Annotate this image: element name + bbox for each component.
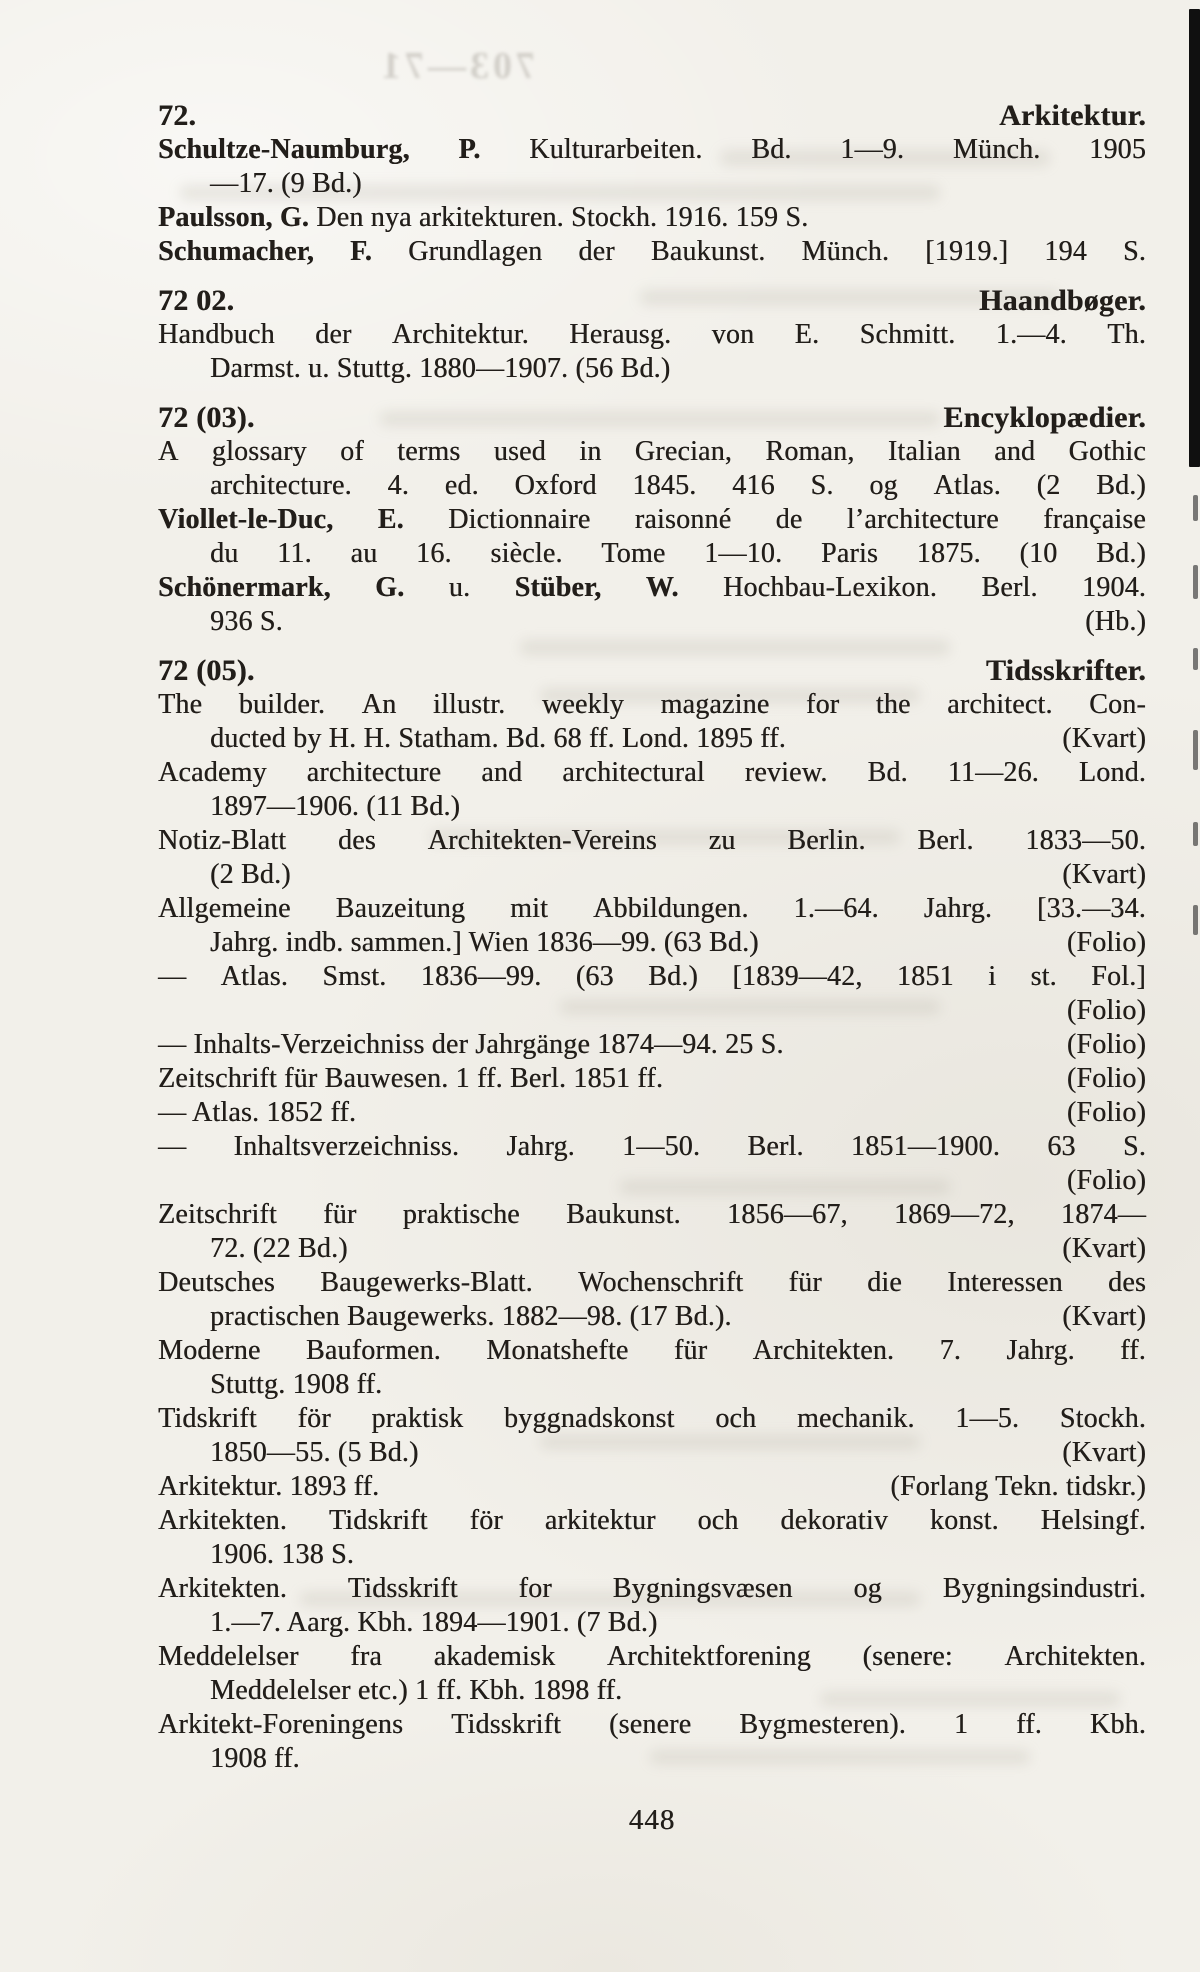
entry-line: Moderne Bauformen. Monatshefte für Architekten. 7. Jahrg. ff. [158,1335,1146,1366]
entry-text: Stuttg. 1908 ff. [210,1369,383,1400]
entry-line: du 11. au 16. siècle. Tome 1—10. Paris 1875. (10 Bd.) [210,538,1146,569]
entry-text: practischen Baugewerks. 1882—98. (17 Bd.). [210,1301,732,1332]
entry-line [158,722,1146,756]
entry-line [158,1062,1146,1096]
entry-text: 1908 ff. [210,1743,300,1774]
entry-line: — Atlas. Smst. 1836—99. (63 Bd.) [1839—42, 1851 i st. Fol.] [158,961,1146,992]
section-code: 72 (03). [158,401,255,434]
entry-line: Schönermark, G. u. Stüber, W. Hochbau-Lexikon. Berl. 1904. [158,572,1146,603]
format-label: (Hb.) [1085,606,1146,637]
entry-line [158,1028,1146,1062]
section-code: 72 02. [158,284,235,317]
format-label: (Forlang Tekn. tidskr.) [890,1471,1146,1502]
entry-line: Viollet-le-Duc, E. Dictionnaire raisonné de l’architecture française [158,504,1146,535]
entry-text: 1897—1906. (11 Bd.) [210,791,461,822]
entry-line: Handbuch der Architektur. Herausg. von E. Schmitt. 1.—4. Th. [158,319,1146,350]
section-title: Tidsskrifter. [985,654,1146,687]
entry-text: 72. (22 Bd.) [210,1233,348,1264]
entry-line [158,201,1146,235]
entry-line: architecture. 4. ed. Oxford 1845. 416 S. og Atlas. (2 Bd.) [210,470,1146,501]
section-heading [158,99,1146,133]
entry-text: Meddelelser etc.) 1 ff. Kbh. 1898 ff. [210,1675,623,1706]
section-heading [158,654,1146,688]
entry-line [158,1164,1146,1198]
format-label: (Folio) [1066,1165,1146,1196]
section-code: 72. [158,99,197,132]
entry-text: Darmst. u. Stuttg. 1880—1907. (56 Bd.) [210,353,671,384]
scan-edge-mark [1193,565,1198,599]
entry-text: 936 S. [210,606,283,637]
entry-line: Deutsches Baugewerks-Blatt. Wochenschrift für die Interessen des [158,1267,1146,1298]
format-label: (Folio) [1066,1097,1146,1128]
entry-line: Allgemeine Bauzeitung mit Abbildungen. 1.—64. Jahrg. [33.—34. [158,893,1146,924]
entry-line: Schumacher, F. Grundlagen der Baukunst. Münch. [1919.] 194 S. [158,236,1146,267]
entry-line: Tidskrift för praktisk byggnadskonst och mechanik. 1—5. Stockh. [158,1403,1146,1434]
entry-line [158,1742,1146,1776]
section-title: Encyklopædier. [943,401,1146,434]
format-label: (Kvart) [1062,1437,1146,1468]
bleed-through-text: 703—71 [378,45,535,87]
format-label: (Kvart) [1062,723,1146,754]
entry-line: Zeitschrift für praktische Baukunst. 1856—67, 1869—72, 1874— [158,1199,1146,1230]
format-label: (Folio) [1066,995,1146,1026]
bibliography-text [158,99,1146,1776]
entry-line: The builder. An illustr. weekly magazine for the architect. Con- [158,689,1146,720]
section-heading [158,401,1146,435]
entry-line [158,167,1146,201]
entry-line [158,790,1146,824]
scan-edge-bar [1189,9,1200,467]
entry-line [158,1300,1146,1334]
entry-line [158,1538,1146,1572]
entry-text: —17. (9 Bd.) [210,168,362,199]
entry-line: A glossary of terms used in Grecian, Roman, Italian and Gothic [158,436,1146,467]
format-label: (Kvart) [1062,1233,1146,1264]
entry-line [158,352,1146,386]
entry-line [158,926,1146,960]
entry-line: Schultze-Naumburg, P. Kulturarbeiten. Bd. 1—9. Münch. 1905 [158,134,1146,165]
entry-line: Arkitekten. Tidskrift för arkitektur och dekorativ konst. Helsingf. [158,1505,1146,1536]
entry-text: 1.—7. Aarg. Kbh. 1894—1901. (7 Bd.) [210,1607,658,1638]
section-title: Arkitektur. [999,99,1146,132]
format-label: (Kvart) [1062,1301,1146,1332]
format-label: (Folio) [1066,1029,1146,1060]
entry-line: — Inhaltsverzeichniss. Jahrg. 1—50. Berl. 1851—1900. 63 S. [158,1131,1146,1162]
entry-text: 1906. 138 S. [210,1539,354,1570]
entry-text: (2 Bd.) [210,859,291,890]
entry-line [158,1436,1146,1470]
scan-edge-mark [1193,905,1198,935]
entry-text: — Atlas. 1852 ff. [158,1097,357,1128]
entry-line [158,1470,1146,1504]
entry-line [158,605,1146,639]
entry-text: Zeitschrift für Bauwesen. 1 ff. Berl. 1851 ff. [158,1063,664,1094]
scan-edge-mark [1193,495,1198,521]
format-label: (Folio) [1066,927,1146,958]
entry-line: Notiz-Blatt des Architekten-Vereins zu Berlin. Berl. 1833—50. [158,825,1146,856]
entry-line [158,1606,1146,1640]
entry-line [158,1674,1146,1708]
format-label: (Folio) [1066,1063,1146,1094]
page-number: 448 [628,1804,676,1836]
entry-line [158,1232,1146,1266]
entry-line [158,1368,1146,1402]
entry-text: ducted by H. H. Statham. Bd. 68 ff. Lond. 1895 ff. [210,723,786,754]
entry-line [158,994,1146,1028]
scan-edge-mark [1193,648,1198,670]
entry-text: Arkitektur. 1893 ff. [158,1471,380,1502]
section-code: 72 (05). [158,654,255,687]
entry-line [158,858,1146,892]
entry-line: Arkitekten. Tidsskrift for Bygningsvæsen og Bygningsindustri. [158,1573,1146,1604]
entry-text: 1850—55. (5 Bd.) [210,1437,419,1468]
entry-line: Meddelelser fra akademisk Architektforening (senere: Architekten. [158,1641,1146,1672]
entry-line: Arkitekt-Foreningens Tidsskrift (senere Bygmesteren). 1 ff. Kbh. [158,1709,1146,1740]
format-label: (Kvart) [1062,859,1146,890]
scan-edge-mark [1193,730,1198,770]
section-heading [158,284,1146,318]
entry-line [158,1096,1146,1130]
entry-line: Academy architecture and architectural review. Bd. 11—26. Lond. [158,757,1146,788]
entry-text: Paulsson, G. Den nya arkitekturen. Stockh. 1916. 159 S. [158,202,809,233]
section-title: Haandbøger. [979,284,1146,317]
entry-text: — Inhalts-Verzeichniss der Jahrgänge 1874—94. 25 S. [158,1029,784,1060]
scan-edge-mark [1193,822,1198,846]
entry-text: Jahrg. indb. sammen.] Wien 1836—99. (63 Bd.) [210,927,759,958]
